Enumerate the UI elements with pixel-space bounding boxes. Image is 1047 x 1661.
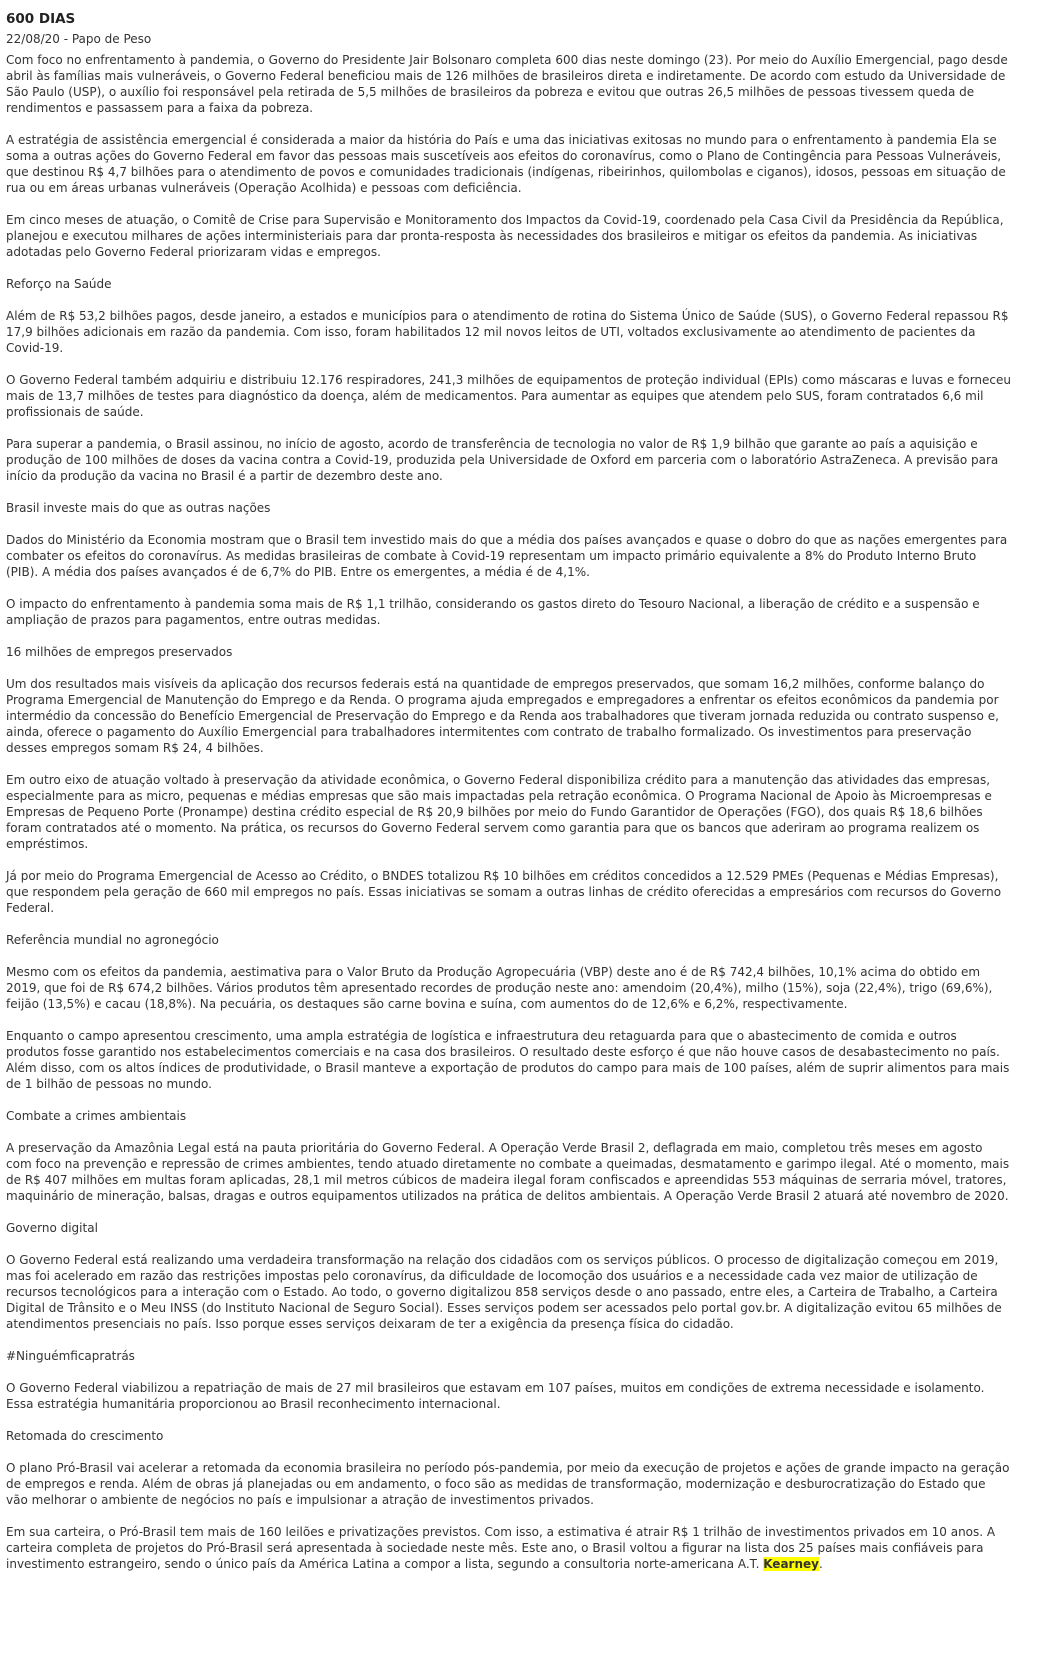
paragraph: Brasil investe mais do que as outras nações [6,501,271,515]
last-paragraph-text: Em sua carteira, o Pró-Brasil tem mais de 160 leilões e privatizações previstos. Com isso, a estimativa é atrair R$ 1 trilhão de investimentos privados em 10 anos. A carteira completa de projetos do Pró-Brasil será apresentada à sociedade neste mês. Este ano, o Brasil voltou a figurar na lista dos 25 países mais confiáveis para investimento estrangeiro, sendo o único país da América Latina a compor a lista, segundo a consultoria norte-americana A.T. [6,1525,996,1571]
paragraph: Referência mundial no agronegócio [6,933,219,947]
paragraph: Dados do Ministério da Economia mostram que o Brasil tem investido mais do que a média dos países avançados e quase o dobro do que as nações emergentes para combater os efeitos do coronavírus. As medidas brasileiras de combate à Covid-19 representam um impacto primário equivalente a 8% do Produto Interno Bruto (PIB). A média dos países avançados é de 6,7% do PIB. Entre os emergentes, a média é de 4,1%. [6,533,1008,579]
paragraph: Para superar a pandemia, o Brasil assinou, no início de agosto, acordo de transferência de tecnologia no valor de R$ 1,9 bilhão que garante ao país a aquisição e produção de 100 milhões de doses da vacina contra a Covid-19, produzida pela Universidade de Oxford em parceria com o laboratório AstraZeneca. A previsão para início da produção da vacina no Brasil é a partir de dezembro deste ano. [6,437,999,483]
paragraph: Um dos resultados mais visíveis da aplicação dos recursos federais está na quantidade de empregos preservados, que somam 16,2 milhões, conforme balanço do Programa Emergencial de Manutenção do Emprego e da Renda. O programa ajuda empregados e empregadores a enfrentar os efeitos econômicos da pandemia por intermédio da concessão do Benefício Emergencial de Preservação do Emprego e da Renda aos trabalhadores que tiveram jornada reduzida ou contrato suspenso e, ainda, oferece o pagamento do Auxílio Emergencial para trabalhadores intermitentes com contrato de trabalho formalizado. Os investimentos para preservação desses empregos somam R$ 24, 4 bilhões. [6,677,999,755]
paragraph: A preservação da Amazônia Legal está na pauta prioritária do Governo Federal. A Operação Verde Brasil 2, deflagrada em maio, completou três meses em agosto com foco na prevenção e repressão de crimes ambientes, tendo atuado diretamente no combate a queimadas, desmatamento e garimpo ilegal. Até o momento, mais de R$ 407 milhões em multas foram aplicadas, 28,1 mil metros cúbicos de madeira ilegal foram confiscados e apreendidas 553 máquinas de serraria móvel, tratores, maquinário de mineração, balsas, dragas e outros equipamentos utilizados na prática de delitos ambientais. A Operação Verde Brasil 2 atuará até novembro de 2020. [6,1141,1010,1203]
paragraph: Enquanto o campo apresentou crescimento, uma ampla estratégia de logística e infraestrutura deu retaguarda para que o abastecimento de comida e outros produtos fosse garantido nos estabelecimentos comerciais e na casa dos brasileiros. O resultado deste esforço é que não houve casos de desabastecimento no país. Além disso, com os altos índices de produtividade, o Brasil manteve a exportação de produtos do campo para mais de 100 países, além de suprir alimentos para mais de 1 bilhão de pessoas no mundo. [6,1029,1010,1091]
paragraph: Já por meio do Programa Emergencial de Acesso ao Crédito, o BNDES totalizou R$ 10 bilhões em créditos concedidos a 12.529 PMEs (Pequenas e Médias Empresas), que respondem pela geração de 660 mil empregos no país. Essas iniciativas se somam a outras linhas de crédito oferecidas a empresários com recursos do Governo Federal. [6,869,1002,915]
article-title: 600 DIAS [6,11,76,27]
paragraph: O impacto do enfrentamento à pandemia soma mais de R$ 1,1 trilhão, considerando os gastos direto do Tesouro Nacional, a liberação de crédito e a suspensão e ampliação de prazos para pagamentos, entre outras medidas. [6,597,980,627]
article-body [6,52,1041,1508]
paragraph: Combate a crimes ambientais [6,1109,187,1123]
paragraph: O plano Pró-Brasil vai acelerar a retomada da economia brasileira no período pós-pandemia, por meio da execução de projetos e ações de grande impacto na geração de empregos e renda. Além de obras já planejadas ou em andamento, o foco são as medidas de transformação, modernização e desburocratização do Estado que vão melhorar o ambiente de negócios no país e impulsionar a atração de investimentos privados. [6,1461,1010,1507]
paragraph: Em cinco meses de atuação, o Comitê de Crise para Supervisão e Monitoramento dos Impactos da Covid-19, coordenado pela Casa Civil da Presidência da República, planejou e executou milhares de ações interministeriais para dar pronta-resposta às necessidades dos brasileiros e mitigar os efeitos da pandemia. As iniciativas adotadas pelo Governo Federal priorizaram vidas e empregos. [6,213,1004,259]
paragraph-last [6,1524,1041,1572]
highlighted-term: Kearney [763,1557,819,1571]
paragraph: O Governo Federal também adquiriu e distribuiu 12.176 respiradores, 241,3 milhões de equipamentos de proteção individual (EPIs) como máscaras e luvas e forneceu mais de 13,7 milhões de testes para diagnóstico da doença, além de medicamentos. Para aumentar as equipes que atendem pelo SUS, foram contratados 6,6 mil profissionais de saúde. [6,373,1012,419]
paragraph: Mesmo com os efeitos da pandemia, aestimativa para o Valor Bruto da Produção Agropecuária (VBP) deste ano é de R$ 742,4 bilhões, 10,1% acima do obtido em 2019, que foi de R$ 674,2 bilhões. Vários produtos têm apresentado recordes de produção neste ano: amendoim (20,4%), milho (15%), soja (22,4%), trigo (69,6%), feijão (13,5%) e cacau (18,8%). Na pecuária, os destaques são carne bovina e suína, com aumentos do de 12,6% e 6,2%, respectivamente. [6,965,993,1011]
paragraph: 16 milhões de empregos preservados [6,645,233,659]
paragraph: #Ninguémficapratrás [6,1349,135,1363]
paragraph: Com foco no enfrentamento à pandemia, o Governo do Presidente Jair Bolsonaro completa 600 dias neste domingo (23). Por meio do Auxílio Emergencial, pago desde abril às famílias mais vulneráveis, o Governo Federal beneficiou mais de 126 milhões de brasileiros direta e indiretamente. De acordo com estudo da Universidade de São Paulo (USP), o auxílio foi responsável pela retirada de 5,5 milhões de brasileiros da pobreza e evitou que outras 26,5 milhões de pessoas tivessem queda de rendimentos e passassem para a faixa da pobreza. [6,53,1008,115]
paragraph: O Governo Federal viabilizou a repatriação de mais de 27 mil brasileiros que estavam em 107 países, muitos em condições de extrema necessidade e isolamento. Essa estratégia humanitária proporcionou ao Brasil reconhecimento internacional. [6,1381,985,1411]
paragraph: Reforço na Saúde [6,277,112,291]
article-last-paragraph-wrap [6,1524,1041,1572]
paragraph: Governo digital [6,1221,98,1235]
article-meta: 22/08/20 - Papo de Peso [6,32,152,46]
paragraph: Em outro eixo de atuação voltado à preservação da atividade econômica, o Governo Federal disponibiliza crédito para a manutenção das atividades das empresas, especialmente para as micro, pequenas e médias empresas que são mais impactadas pela retração econômica. O Programa Nacional de Apoio às Microempresas e Empresas de Pequeno Porte (Pronampe) destina crédito especial de R$ 20,9 bilhões por meio do Fundo Garantidor de Operações (FGO), dos quais R$ 18,6 bilhões foram contratados até o momento. Na prática, os recursos do Governo Federal servem como garantia para que os bancos que aderiram ao programa realizem os empréstimos. [6,773,992,851]
paragraph: O Governo Federal está realizando uma verdadeira transformação na relação dos cidadãos com os serviços públicos. O processo de digitalização começou em 2019, mas foi acelerado em razão das restrições impostas pelo coronavírus, da dificuldade de locomoção dos usuários e a necessidade cada vez maior de utilização de recursos tecnológicos para a interação com o Estado. Ao todo, o governo digitalizou 858 serviços desde o ano passado, entre eles, a Carteira de Trabalho, a Carteira Digital de Trânsito e o Meu INSS (do Instituto Nacional de Seguro Social). Esses serviços podem ser acessados pelo portal gov.br. A digitalização evitou 65 milhões de atendimentos presenciais no país. Isso porque esses serviços deixaram de ter a exigência da presença física do cidadão. [6,1253,1002,1331]
last-paragraph-end: . [818,1557,823,1571]
paragraph: A estratégia de assistência emergencial é considerada a maior da história do País e uma das iniciativas exitosas no mundo para o enfrentamento à pandemia Ela se soma a outras ações do Governo Federal em favor das pessoas mais suscetíveis aos efeitos do coronavírus, como o Plano de Contingência para Pessoas Vulneráveis, que destinou R$ 4,7 bilhões para o atendimento de povos e comunidades tradicionais (indígenas, ribeirinhos, quilombolas e ciganos), idosos, pessoas em situação de rua ou em áreas urbanas vulneráveis (Operação Acolhida) e pessoas com deficiência. [6,133,1006,195]
paragraph: Além de R$ 53,2 bilhões pagos, desde janeiro, a estados e municípios para o atendimento de rotina do Sistema Único de Saúde (SUS), o Governo Federal repassou R$ 17,9 bilhões adicionais em razão da pandemia. Com isso, foram habilitados 12 mil novos leitos de UTI, voltados exclusivamente ao atendimento de pacientes da Covid-19. [6,309,1009,355]
paragraph: Retomada do crescimento [6,1429,164,1443]
